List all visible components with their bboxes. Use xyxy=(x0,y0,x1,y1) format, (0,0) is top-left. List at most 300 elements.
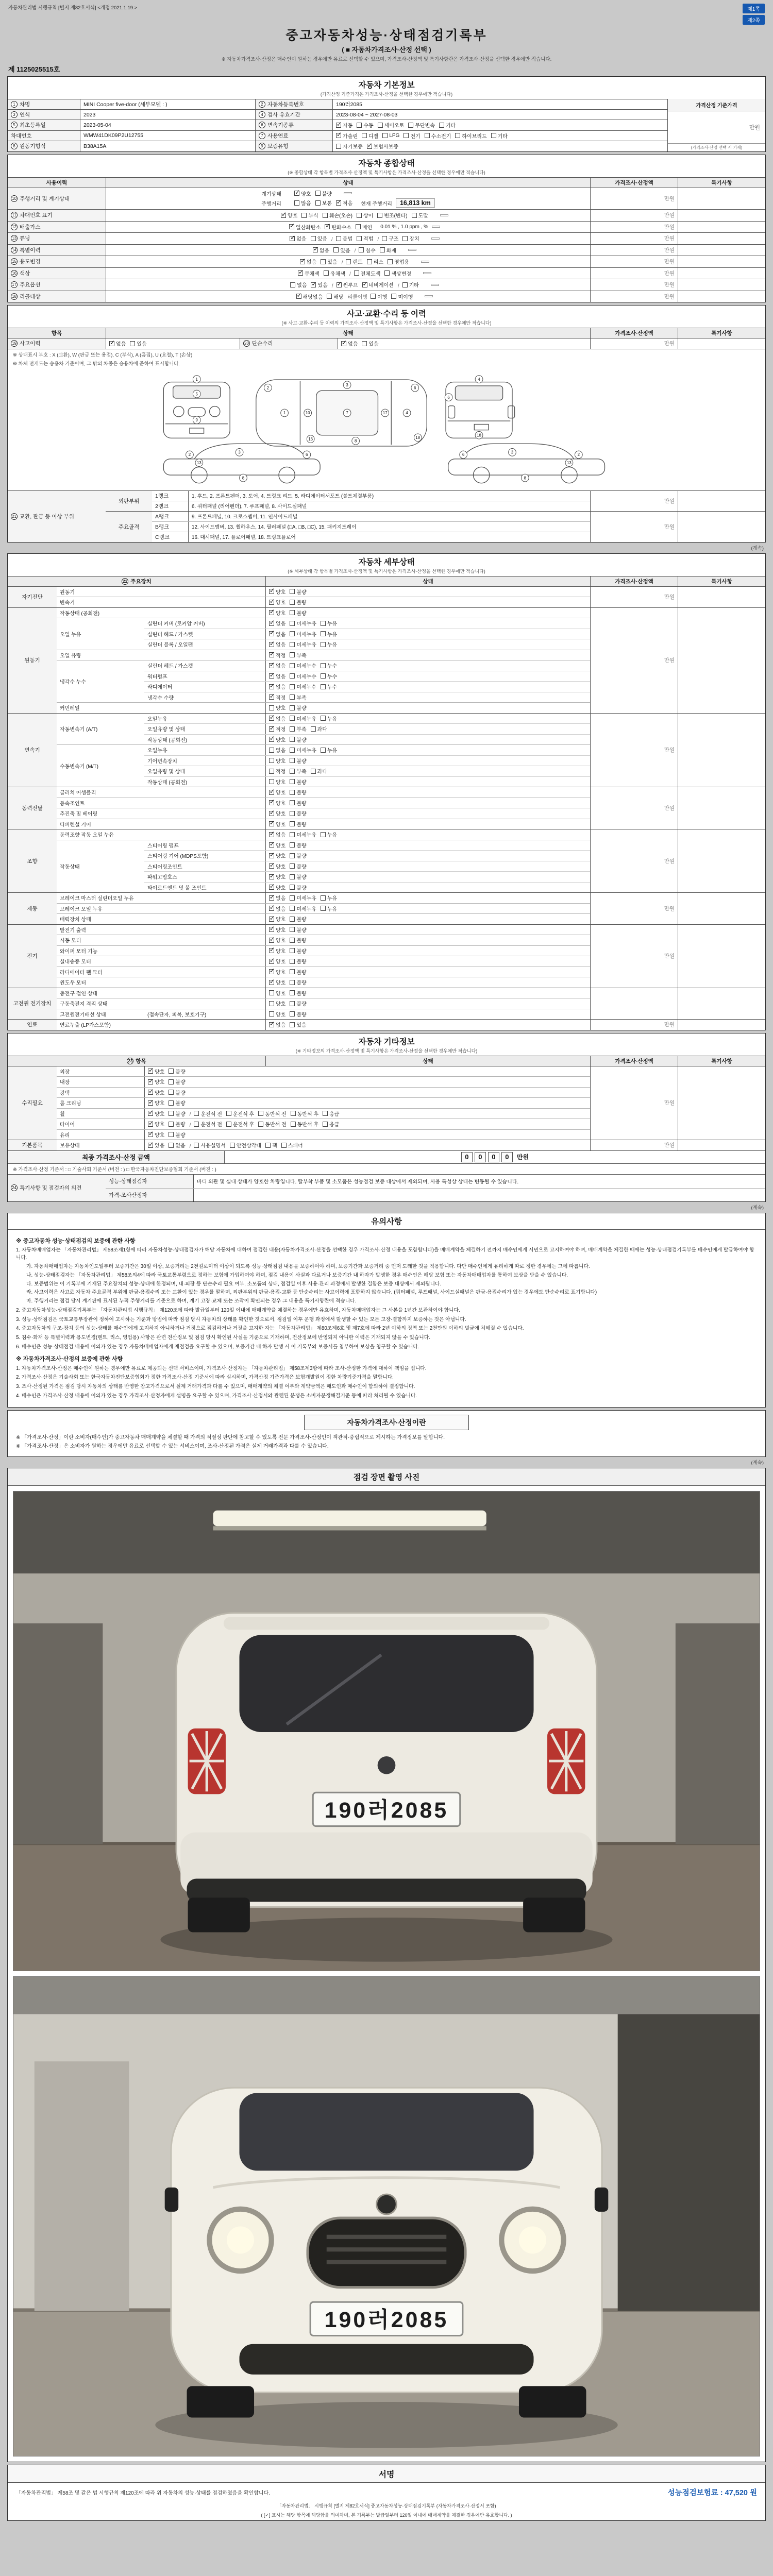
checkbox-label: 미세누유 xyxy=(296,833,316,838)
row-label: 11 차대번호 표기 xyxy=(8,210,106,221)
checkbox xyxy=(258,1120,286,1128)
row-note xyxy=(678,1066,765,1140)
part-name xyxy=(144,1020,265,1030)
part-state xyxy=(265,682,590,692)
notice-paragraph: 3. 성능·상태점검은 국토교통부장관이 정하여 고시하는 기준과 방법에 따라 점검 당시 자동차의 상태를 확인한 것으로서, 점검일 이후 운행 과정에서 발생할 수 있는 모든 고장·결함까지 보증하는 것은 아닙니다. xyxy=(16,1316,466,1323)
top-bar xyxy=(7,3,766,25)
device-item-row xyxy=(57,977,590,988)
state-line-name: 계기상태 xyxy=(261,191,281,197)
item-name: 시동 모터 xyxy=(60,938,81,944)
row-note xyxy=(678,988,765,1020)
checkbox-label: 있음 xyxy=(296,1023,307,1028)
row-note xyxy=(678,1020,765,1030)
checkbox-group xyxy=(269,767,331,775)
checkbox xyxy=(269,757,285,765)
checkbox xyxy=(398,283,399,289)
checkbox-label: 양호 xyxy=(276,948,286,955)
odometer-value xyxy=(408,249,416,251)
checkbox-label: 하이브리드 xyxy=(462,133,487,140)
checkbox-box xyxy=(109,341,114,346)
item-name: 디퍼렌셜 기어 xyxy=(60,822,91,828)
part-name: 실린더 블록 / 오일팬 xyxy=(147,642,193,649)
checkbox-group xyxy=(269,989,311,997)
checkbox xyxy=(194,1141,225,1149)
checkbox xyxy=(290,957,306,965)
checkbox xyxy=(269,894,285,902)
checkbox xyxy=(323,211,352,219)
price-digit: 0 xyxy=(501,1152,513,1162)
checkbox-box xyxy=(269,758,274,763)
checkbox-group xyxy=(148,1120,343,1128)
device-item-row xyxy=(57,608,590,618)
col-price: 가격조사·산정액 xyxy=(590,178,678,188)
checkbox-box xyxy=(321,748,326,753)
checkbox-label: 양호 xyxy=(276,611,286,617)
checkbox-label: 누수 xyxy=(327,664,338,669)
checkbox-box xyxy=(194,1122,199,1127)
checkbox-box xyxy=(321,259,326,264)
checkbox-label: 불량 xyxy=(296,758,307,765)
checkbox-group xyxy=(269,809,311,818)
checkbox xyxy=(384,269,411,277)
checkbox-box xyxy=(269,600,274,605)
checkbox-box xyxy=(336,144,341,149)
checkbox xyxy=(455,132,486,140)
checkbox-box xyxy=(289,224,294,229)
detail-groups xyxy=(8,586,765,1030)
opinion-role: 성능·상태점검자 xyxy=(106,1175,193,1188)
row-state xyxy=(106,233,590,244)
checkbox-group xyxy=(269,968,311,976)
part-row xyxy=(144,977,590,988)
svg-text:9: 9 xyxy=(195,417,198,422)
checkbox-label: 누유 xyxy=(327,642,338,648)
svg-text:2: 2 xyxy=(577,452,580,457)
field-label: 5 최초등록일 xyxy=(8,120,80,130)
part-state xyxy=(265,829,590,840)
checkbox-label: 침수 xyxy=(365,248,376,254)
part-name xyxy=(144,597,265,607)
checkbox-box xyxy=(321,716,326,721)
part-row xyxy=(144,692,590,703)
checkbox-box xyxy=(290,748,295,753)
part-row xyxy=(144,766,590,776)
part-row xyxy=(144,871,590,882)
checkbox-box xyxy=(290,610,295,615)
part-name: 라디에이터 xyxy=(147,685,173,691)
part-state xyxy=(265,787,590,798)
checkbox-box xyxy=(269,959,274,964)
item-name: 와이퍼 모터 기능 xyxy=(60,948,98,955)
checkbox xyxy=(169,1089,185,1096)
continued-marker: (계속) xyxy=(751,545,764,551)
row-price: 만원 xyxy=(590,714,678,787)
state-line xyxy=(263,292,433,301)
part-state xyxy=(265,650,590,660)
row-price: 만원 xyxy=(590,1140,678,1150)
checkbox xyxy=(290,281,307,289)
exchange-label: 21 교환, 판금 등 이상 부위 xyxy=(8,491,106,542)
checkbox-group xyxy=(269,672,341,681)
checkbox-group xyxy=(269,609,311,617)
checkbox xyxy=(346,258,362,265)
part-name xyxy=(144,829,265,840)
checkbox-box xyxy=(290,642,295,647)
exchange-group xyxy=(106,491,765,511)
checkbox xyxy=(377,237,379,243)
checkbox xyxy=(290,704,306,711)
checkbox-label: 도말 xyxy=(418,213,428,219)
checkbox-box xyxy=(362,133,367,138)
exchange-block xyxy=(8,490,765,542)
price-basis-note: ※ 가격조사·산정 기준서 : □ 기술사회 기준서 (버전 : ) □ 한국자동차진단보증협회 기준서 (버전 : ) xyxy=(8,1163,765,1174)
history-state xyxy=(106,338,240,349)
checkbox xyxy=(269,809,285,817)
extra-group-name: 기본품목 xyxy=(8,1140,57,1150)
part-row xyxy=(144,808,590,819)
checkbox-label: 불량 xyxy=(296,948,307,955)
checkbox xyxy=(269,852,285,859)
checkbox-label: 전기 xyxy=(410,133,421,140)
field-label: 3 연식 xyxy=(8,110,80,120)
overall-title: 자동차 종합상태 xyxy=(358,159,415,168)
checkbox-box xyxy=(321,621,326,626)
checkbox-label: 있음 xyxy=(317,283,328,289)
row-note xyxy=(678,491,765,511)
odometer-value xyxy=(421,261,429,263)
part-name xyxy=(144,914,265,924)
checkbox-box xyxy=(425,133,430,138)
field-value: MINI Cooper five-door (세부모델 : ) xyxy=(80,99,255,109)
checkbox-label: 자동 xyxy=(343,123,353,129)
checkbox xyxy=(148,1078,164,1086)
checkbox-box xyxy=(356,224,361,229)
part-state xyxy=(265,819,590,829)
checkbox-label: 양호 xyxy=(276,779,286,786)
checkbox xyxy=(290,1021,306,1028)
checkbox-box xyxy=(290,758,295,763)
checkbox-label: / xyxy=(397,283,399,289)
field-label: 차대번호 xyxy=(8,131,80,141)
row-state xyxy=(106,279,590,291)
checkbox-box xyxy=(336,123,341,128)
checkbox-label: 양호 xyxy=(276,875,286,880)
checkbox-label: 양호 xyxy=(155,1132,165,1139)
definition-title: 자동차가격조사·산정이란 xyxy=(304,1415,469,1430)
checkbox-group xyxy=(269,736,311,744)
checkbox xyxy=(230,1141,261,1149)
row-price: 만원 xyxy=(590,222,678,233)
field-value: 2023 xyxy=(80,110,255,120)
checkbox xyxy=(130,340,146,347)
extra-group xyxy=(8,1140,765,1150)
row-number: 10 xyxy=(11,195,18,202)
checkbox-box xyxy=(323,1111,328,1116)
checkbox xyxy=(377,211,407,219)
checkbox xyxy=(281,1141,303,1149)
row-price: 만원 xyxy=(590,279,678,291)
checkbox-label: 있음 xyxy=(317,236,327,242)
checkbox-label: 있음 xyxy=(368,342,379,347)
svg-text:7: 7 xyxy=(346,410,348,415)
exchange-group xyxy=(106,511,765,542)
part-row xyxy=(144,639,590,650)
checkbox-box xyxy=(402,236,408,241)
checkbox-box xyxy=(269,990,274,995)
state-line xyxy=(261,189,435,198)
rank-row xyxy=(152,491,590,501)
checkbox-label: / xyxy=(349,272,351,277)
extra-item-state xyxy=(144,1077,590,1087)
svg-text:3: 3 xyxy=(346,382,348,387)
checkbox xyxy=(269,788,285,796)
field-label: 9 보증유형 xyxy=(255,141,332,151)
checkbox-box xyxy=(290,790,295,795)
part-name xyxy=(144,935,265,945)
row-note xyxy=(678,925,765,988)
checkbox xyxy=(300,258,316,265)
checkbox-box xyxy=(226,1122,231,1127)
checkbox-box xyxy=(230,1143,235,1148)
price-digit: 0 xyxy=(475,1152,486,1162)
checkbox-box xyxy=(321,684,326,689)
checkbox-box xyxy=(290,959,295,964)
checkbox xyxy=(290,905,316,912)
state-line xyxy=(257,234,440,243)
checkbox-box xyxy=(269,948,274,953)
document-number: 제 1125025515호 xyxy=(8,65,60,73)
checkbox xyxy=(269,936,285,944)
checkbox-label: 양호 xyxy=(155,1090,165,1096)
checkbox xyxy=(327,293,343,300)
svg-text:6: 6 xyxy=(306,452,308,457)
item-name: 작동상태 (공회전) xyxy=(60,611,100,617)
checkbox-box xyxy=(290,800,295,805)
checkbox-box xyxy=(337,282,342,287)
part-state xyxy=(265,808,590,819)
checkbox xyxy=(290,968,306,976)
checkbox-label: 양호 xyxy=(276,811,286,817)
checkbox-box xyxy=(269,906,274,911)
row-state xyxy=(106,210,590,221)
device-group xyxy=(8,713,765,787)
checkbox-label: 부족 xyxy=(296,769,307,775)
checkbox-label: 없음 xyxy=(276,642,286,648)
device-group xyxy=(8,586,765,607)
checkbox-label: 불량 xyxy=(175,1090,186,1096)
checkbox xyxy=(388,258,409,265)
state-lines xyxy=(261,189,435,209)
checkbox-label: 불량 xyxy=(175,1101,186,1107)
device-item-row xyxy=(57,618,590,650)
device-item-row xyxy=(57,956,590,967)
col-state: 상태 xyxy=(265,1056,590,1066)
checkbox xyxy=(290,852,306,859)
checkbox-label: / xyxy=(377,236,379,243)
checkbox xyxy=(226,1120,254,1128)
checkbox-label: 네비게이션 xyxy=(368,283,394,289)
part-state xyxy=(265,998,590,1009)
part-row xyxy=(144,925,590,935)
signature-footer-1: 「자동차관리법」 시행규칙 [별지 제82호서식] 중고자동차성능·상태점검기록부 (자동차가격조사·산정서 포함) xyxy=(277,2503,496,2509)
checkbox-box xyxy=(290,885,295,890)
checkbox-label: / xyxy=(189,1143,191,1149)
checkbox xyxy=(269,630,285,638)
checkbox-box xyxy=(290,969,295,974)
checkbox xyxy=(169,1141,185,1149)
notice-paragraph: ※ 중고자동차 성능·상태점검의 보증에 관한 사항 xyxy=(16,1238,136,1244)
photo-front-svg xyxy=(13,1977,760,2456)
rank-parts: 16. 대시패널, 17. 플로어패널, 18. 트렁크플로어 xyxy=(188,532,590,542)
checkbox-group xyxy=(148,1099,190,1107)
checkbox-label: 없음 xyxy=(116,342,126,347)
exchange-group-name: 외판부위 xyxy=(106,491,152,511)
checkbox-box xyxy=(290,948,295,953)
svg-text:8: 8 xyxy=(524,475,527,480)
notice-paragraph: ※ 자동차가격조사·산정의 보증에 관한 사항 xyxy=(16,1356,123,1363)
checkbox-label: 미세누유 xyxy=(296,906,316,912)
part-row xyxy=(144,714,590,724)
item-name: 브레이크 오일 누유 xyxy=(60,906,103,912)
field-label: 8 원동기형식 xyxy=(8,141,80,151)
checkbox-box xyxy=(169,1069,174,1074)
extra-info-section xyxy=(7,1033,766,1202)
checkbox-box xyxy=(408,123,413,128)
checkbox-box xyxy=(354,270,359,276)
diagram-part-numbers xyxy=(186,375,583,481)
checkbox-label: 없음 xyxy=(276,896,286,902)
rank-label: 1랭크 xyxy=(155,493,169,499)
checkbox xyxy=(290,693,306,701)
definition-line: ※ 「가격조사·산정」은 소비자가 원하는 경우에만 유료로 선택할 수 있는 서비스이며, 조사·산정된 가격은 실제 거래가격과 다를 수 있습니다. xyxy=(16,1443,329,1449)
row-price: 만원 xyxy=(590,608,678,713)
checkbox-box xyxy=(357,213,362,218)
part-state xyxy=(265,861,590,872)
checkbox-label: 운전석 후 xyxy=(232,1122,255,1128)
checkbox-label: 기타 xyxy=(409,283,419,289)
col-state: 상태 xyxy=(265,577,590,586)
device-item-row xyxy=(57,650,590,660)
checkbox-group xyxy=(148,1110,343,1118)
checkbox-group xyxy=(269,598,311,606)
checkbox-label: 불량 xyxy=(175,1132,186,1139)
part-row xyxy=(144,893,590,903)
checkbox xyxy=(148,1131,164,1139)
checkbox xyxy=(269,957,285,965)
device-item-row xyxy=(57,967,590,977)
row-label: 16 색상 xyxy=(8,268,106,279)
notice-paragraph: 6. 매수인은 성능·상태점검 내용에 이의가 있는 경우 자동차매매업자에게 재점검을 요구할 수 있으며, 보증기간 내 하자 발생 시 이 기록부와 보증서를 첨부하여 보상을 청구할 수 있습니다. xyxy=(16,1344,419,1350)
part-name xyxy=(144,608,265,618)
opinion-text xyxy=(193,1189,765,1201)
checkbox-box xyxy=(321,673,326,679)
page-badge-1[interactable]: 제1쪽 xyxy=(743,4,765,13)
checkbox xyxy=(269,999,285,1007)
checkbox-label: 양호 xyxy=(276,938,286,944)
field-number: 2 xyxy=(259,101,265,108)
part-row xyxy=(144,1009,590,1020)
checkbox xyxy=(269,978,285,986)
checkbox-box xyxy=(294,191,299,196)
device-item-row xyxy=(57,1009,590,1020)
row-label: 15 용도변경 xyxy=(8,256,106,267)
extra-row xyxy=(57,1097,590,1108)
notice-paragraph: 1. 자동차가격조사·산정은 매수인이 원하는 경우에만 유료로 제공되는 선택 서비스이며, 가격조사·산정자는 「자동차관리법」 제58조제3항에 따라 조사·산정한 가격에 대하여 책임을 집니다. xyxy=(16,1365,427,1371)
device-item-row xyxy=(57,935,590,945)
checkbox xyxy=(269,968,285,976)
device-item-row xyxy=(57,1020,590,1030)
checkbox-box xyxy=(290,769,295,774)
checkbox-box xyxy=(269,969,274,974)
checkbox-box xyxy=(269,917,274,922)
checkbox-label: 썬루프 xyxy=(343,283,358,289)
checkbox xyxy=(289,223,321,231)
base-price-note: (가격조사·산정 선택 시 기재) xyxy=(668,143,765,151)
checkbox-label: 보통 xyxy=(322,201,332,207)
base-price-label: 가격산정 기준가격 xyxy=(668,99,765,111)
checkbox-box xyxy=(269,811,274,816)
rank-row xyxy=(152,532,590,542)
part-state xyxy=(265,883,590,893)
checkbox xyxy=(290,873,306,880)
checkbox-label: 불량 xyxy=(296,938,307,944)
row-label: 13 튜닝 xyxy=(8,233,106,244)
row-number: 11 xyxy=(11,212,18,218)
checkbox xyxy=(269,619,285,627)
checkbox-box xyxy=(269,853,274,858)
checkbox-box xyxy=(148,1132,153,1137)
checkbox xyxy=(269,672,285,680)
checkbox-label: 불량 xyxy=(296,854,307,859)
part-state xyxy=(265,639,590,650)
state-lines xyxy=(257,234,440,243)
item-name: 냉각수 누수 xyxy=(60,680,87,685)
checkbox xyxy=(357,234,373,242)
svg-text:3: 3 xyxy=(511,450,514,455)
checkbox xyxy=(342,260,343,266)
document-subtitle: ( ■ 자동차가격조사·산정 선택 ) xyxy=(342,46,431,54)
checkbox xyxy=(323,1120,339,1128)
checkbox xyxy=(336,142,363,150)
checkbox-box xyxy=(281,1143,287,1148)
checkbox-box xyxy=(269,1001,274,1006)
checkbox-label: 훼손(오손) xyxy=(329,213,352,219)
rank-label: C랭크 xyxy=(155,534,170,540)
checkbox-label: 운전석 전 xyxy=(200,1122,222,1128)
field-label: 4 검사 유효기간 xyxy=(255,110,332,120)
checkbox xyxy=(402,281,419,289)
part-state xyxy=(265,756,590,766)
page-badge-2[interactable]: 제2쪽 xyxy=(743,15,765,25)
checkbox-label: 디젤 xyxy=(368,133,379,140)
extra-item-name: 광택 xyxy=(60,1090,70,1096)
checkbox xyxy=(269,947,285,955)
checkbox-group xyxy=(269,725,331,733)
checkbox-box xyxy=(367,259,372,264)
state-lines xyxy=(257,280,439,290)
checkbox xyxy=(294,199,311,207)
rank-parts: 1. 후드, 2. 프론트펜더, 3. 도어, 4. 트렁크 리드, 5. 라디에이터서포트 (볼트체결부품) xyxy=(188,491,590,501)
detail-note: (※ 세부상태 각 항목별 가격조사·산정액 및 특기사항은 가격조사·산정을 선택한 경우에만 적습니다) xyxy=(288,568,485,574)
svg-text:1: 1 xyxy=(195,377,198,382)
checkbox xyxy=(169,1110,185,1117)
definition-line: ※ 「가격조사·산정」이란 소비자(매수인)가 중고자동차 매매계약을 체결할 때 가격의 적절성 판단에 참고할 수 있도록 전문 가격조사·산정인이 객관적·중립적으로 제시하는 가격정보를 말합니다. xyxy=(16,1434,445,1440)
opinion-role: 가격·조사산정자 xyxy=(106,1189,193,1201)
checkbox-label: 불량 xyxy=(296,991,307,997)
svg-text:6: 6 xyxy=(414,385,416,390)
item-name: 고전원전기배선 상태 xyxy=(60,1012,106,1018)
checkbox-label: 부족 xyxy=(296,653,307,659)
